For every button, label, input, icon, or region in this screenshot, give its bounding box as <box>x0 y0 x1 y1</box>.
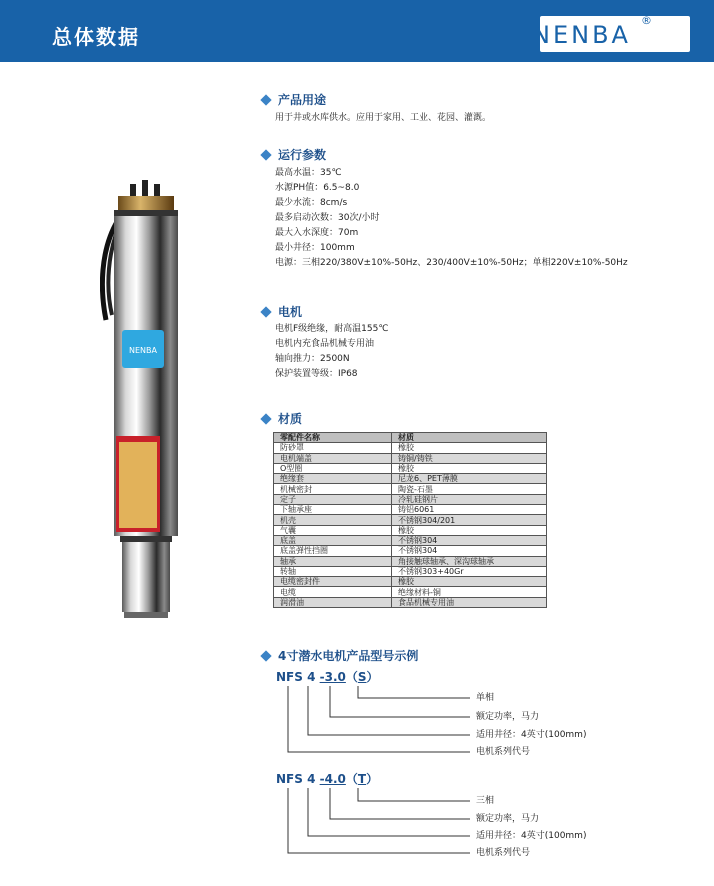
model-section-heading: 4寸潜水电机产品型号示例 <box>262 649 418 663</box>
part-name: 气囊 <box>274 525 392 535</box>
motor-line: 轴向推力：2500N <box>275 354 350 364</box>
param-line: 最高水温：35℃ <box>275 168 342 178</box>
model-power: -3.0 <box>319 670 346 684</box>
model-phase-close: ） <box>366 670 379 684</box>
model-phase: T <box>357 772 367 786</box>
usage-text: 用于井或水库供水。应用于家用、工业、花园、灌溉。 <box>275 113 492 123</box>
motor-line: 保护装置等级：IP68 <box>275 369 358 379</box>
model-size: 4 <box>307 772 316 786</box>
model-label-series: 电机系列代号 <box>476 747 531 757</box>
brand-logo-text: NENBA <box>532 21 631 49</box>
model-power: -4.0 <box>319 772 346 786</box>
model-label-series: 电机系列代号 <box>476 848 531 858</box>
registered-mark: ® <box>641 14 652 27</box>
model-phase-open: （ <box>345 772 358 786</box>
part-material: 陶瓷-石墨 <box>392 484 547 494</box>
part-name: 电缆密封件 <box>274 577 392 587</box>
part-material: 食品机械专用油 <box>392 597 547 607</box>
param-line: 电源：三相220/380V±10%-50Hz、230/400V±10%-50Hz；单相220V±10%-50Hz <box>275 258 628 268</box>
model-label-power: 额定功率，马力 <box>476 814 540 824</box>
motor-line: 电机F级绝缘，耐高温155℃ <box>275 324 389 334</box>
model-label-well: 适用井径：4英寸(100mm) <box>476 730 587 740</box>
motor-line: 电机内充食品机械专用油 <box>275 339 375 349</box>
motor-section-heading: 电机 <box>262 305 302 319</box>
part-material: 不锈钢304/201 <box>392 515 547 525</box>
usage-section-heading: 产品用途 <box>262 93 326 107</box>
part-name: 轴承 <box>274 556 392 566</box>
column-header: 零配件名称 <box>274 433 392 443</box>
model-label-well: 适用井径：4英寸(100mm) <box>476 831 587 841</box>
page-title: 总体数据 <box>52 25 140 49</box>
part-material: 不锈钢304 <box>392 535 547 545</box>
part-name: 润滑油 <box>274 597 392 607</box>
part-name: 转轴 <box>274 566 392 576</box>
part-material: 铸铝6061 <box>392 505 547 515</box>
param-line: 最大入水深度：70m <box>275 228 359 238</box>
param-line: 水源PH值：6.5~8.0 <box>275 183 360 193</box>
part-name: 电缆 <box>274 587 392 597</box>
model-phase-close: ） <box>366 772 379 786</box>
part-material: 橡胶 <box>392 577 547 587</box>
part-name: O型圈 <box>274 463 392 473</box>
part-name: 防砂罩 <box>274 443 392 453</box>
part-material: 冷轧硅钢片 <box>392 494 547 504</box>
part-material: 橡胶 <box>392 443 547 453</box>
model-code-example-2 <box>276 772 378 786</box>
column-header: 材质 <box>392 433 547 443</box>
part-material: 橡胶 <box>392 463 547 473</box>
model-size: 4 <box>307 670 316 684</box>
part-material: 铸铜/铸铁 <box>392 453 547 463</box>
model-phase: S <box>357 670 367 684</box>
model-label-phase: 单相 <box>476 693 495 703</box>
model-phase-open: （ <box>345 670 358 684</box>
part-name: 底盖 <box>274 535 392 545</box>
part-material: 不锈钢303+40Gr <box>392 566 547 576</box>
model-label-phase: 三相 <box>476 796 495 806</box>
part-name: 机壳 <box>274 515 392 525</box>
product-brand-text: NENBA <box>129 346 157 355</box>
part-material: 橡胶 <box>392 525 547 535</box>
part-name: 电机端盖 <box>274 453 392 463</box>
model-prefix: NFS <box>276 670 303 684</box>
part-material: 不锈钢304 <box>392 546 547 556</box>
param-line: 最小井径：100mm <box>275 243 355 253</box>
part-name: 机械密封 <box>274 484 392 494</box>
operation-section-heading: 运行参数 <box>262 148 326 162</box>
part-material: 角接触球轴承、深沟球轴承 <box>392 556 547 566</box>
materials-section-heading: 材质 <box>262 412 302 426</box>
part-name: 定子 <box>274 494 392 504</box>
part-material: 绝缘材料-铜 <box>392 587 547 597</box>
param-line: 最多启动次数：30次/小时 <box>275 213 380 223</box>
part-name: 底盖弹性挡圈 <box>274 546 392 556</box>
model-prefix: NFS <box>276 772 303 786</box>
part-name: 绝缘套 <box>274 474 392 484</box>
part-name: 下轴承座 <box>274 505 392 515</box>
param-line: 最少水流：8cm/s <box>275 198 348 208</box>
model-label-power: 额定功率，马力 <box>476 712 540 722</box>
part-material: 尼龙6、PET薄膜 <box>392 474 547 484</box>
